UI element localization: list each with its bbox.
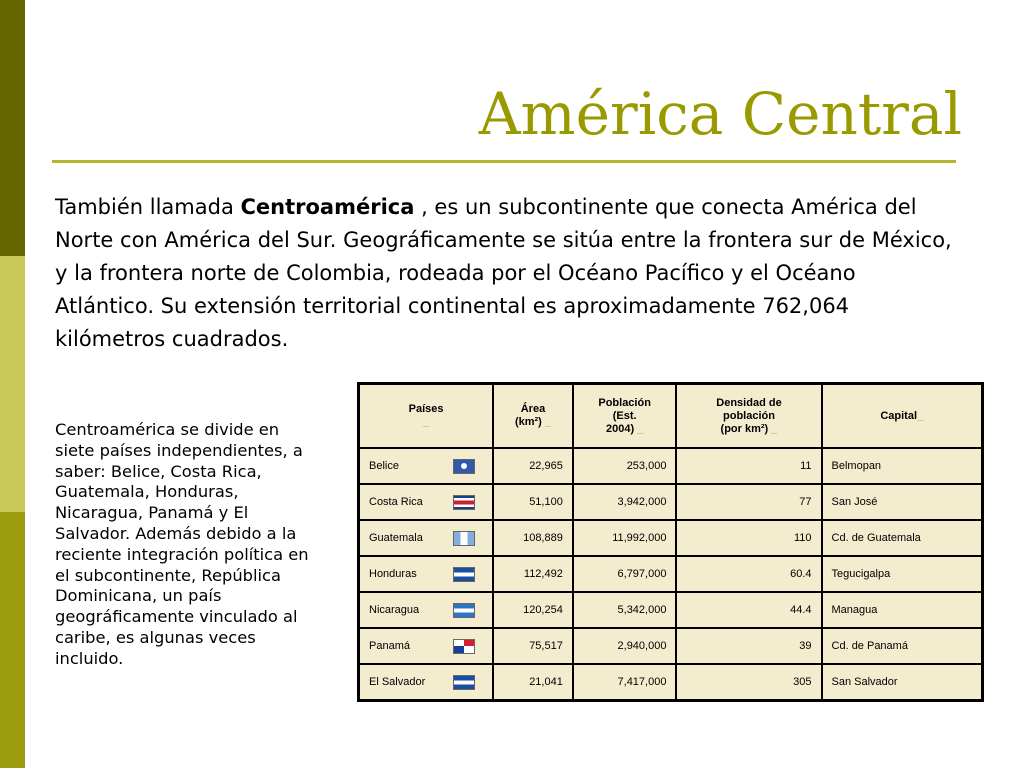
header-density-line3: (por km²) <box>720 422 769 435</box>
header-underline-mark: _ <box>544 416 552 428</box>
population-cell: 3,942,000 <box>573 484 677 520</box>
capital-cell: Cd. de Guatemala <box>822 520 983 556</box>
population-cell: 2,940,000 <box>573 628 677 664</box>
countries-table <box>357 382 984 702</box>
country-cell <box>359 592 494 628</box>
header-underline-mark: _ <box>422 416 430 428</box>
country-name: El Salvador <box>369 675 426 688</box>
belize-flag-icon <box>453 459 475 474</box>
header-countries-label: Países <box>408 403 444 415</box>
decorative-bar-top <box>0 0 25 256</box>
header-density <box>676 384 821 449</box>
capital-cell: Managua <box>822 592 983 628</box>
el-salvador-flag-icon <box>453 675 475 690</box>
header-density-line2: población <box>723 409 775 422</box>
intro-bold-term: Centroamérica <box>240 195 415 219</box>
area-cell: 21,041 <box>493 664 573 701</box>
area-cell: 51,100 <box>493 484 573 520</box>
density-cell: 305 <box>676 664 821 701</box>
header-capital-label: Capital <box>880 409 918 422</box>
country-cell <box>359 520 494 556</box>
density-cell: 11 <box>676 448 821 484</box>
capital-cell: San José <box>822 484 983 520</box>
decorative-bar-bottom <box>0 512 25 768</box>
header-population-line1: Población <box>598 396 651 409</box>
population-cell: 6,797,000 <box>573 556 677 592</box>
header-area <box>493 384 573 449</box>
header-density-line1: Densidad de <box>716 396 782 409</box>
capital-cell: San Salvador <box>822 664 983 701</box>
density-cell: 77 <box>676 484 821 520</box>
nicaragua-flag-icon <box>453 603 475 618</box>
panama-flag-icon <box>453 639 475 654</box>
country-name: Guatemala <box>369 531 423 544</box>
intro-text-start: También llamada <box>55 195 241 219</box>
table-row <box>359 520 983 556</box>
header-capital <box>822 384 983 449</box>
header-underline-mark: _ <box>637 422 644 435</box>
honduras-flag-icon <box>453 567 475 582</box>
table-row <box>359 448 983 484</box>
density-cell: 39 <box>676 628 821 664</box>
header-area-line2: (km²) <box>514 416 542 428</box>
country-name: Costa Rica <box>369 495 423 508</box>
density-cell: 60.4 <box>676 556 821 592</box>
header-underline-mark: _ <box>917 409 924 422</box>
table-row <box>359 592 983 628</box>
area-cell: 108,889 <box>493 520 573 556</box>
intro-text-rest: , es un subcontinente que conecta América del Norte con América del Sur. Geográficamente se sitúa entre la frontera sur de México, y la frontera norte de Colombia, rodeada por el Océano Pacífico y el Océano Atlántico. Su extensión territorial continental es aproximadamente 762,064 kilómetros cuadrados. <box>55 195 952 351</box>
intro-paragraph <box>55 191 960 356</box>
table-row <box>359 484 983 520</box>
country-cell <box>359 664 494 701</box>
table-header-row <box>359 384 983 449</box>
density-cell: 44.4 <box>676 592 821 628</box>
country-cell <box>359 448 494 484</box>
countries-paragraph: Centroamérica se divide en siete países independientes, a saber: Belice, Costa Rica, Guatemala, Honduras, Nicaragua, Panamá y El Salvador. Además debido a la reciente integración política en el subcontinente, República Dominicana, un país geográficamente vinculado al caribe, es algunas veces incluido. <box>55 420 309 668</box>
capital-cell: Belmopan <box>822 448 983 484</box>
country-name: Nicaragua <box>369 603 420 616</box>
guatemala-flag-icon <box>453 531 475 546</box>
population-cell: 253,000 <box>573 448 677 484</box>
area-cell: 75,517 <box>493 628 573 664</box>
title-underline <box>52 160 956 163</box>
area-cell: 112,492 <box>493 556 573 592</box>
country-cell <box>359 484 494 520</box>
header-area-line1: Área <box>520 403 546 415</box>
population-cell: 5,342,000 <box>573 592 677 628</box>
header-countries <box>359 384 494 449</box>
table-row <box>359 664 983 701</box>
table-row <box>359 628 983 664</box>
country-cell <box>359 556 494 592</box>
area-cell: 22,965 <box>493 448 573 484</box>
population-cell: 7,417,000 <box>573 664 677 701</box>
header-underline-mark: _ <box>771 422 778 435</box>
header-population-line3: 2004) <box>605 422 635 435</box>
header-population <box>573 384 677 449</box>
slide-title: América Central <box>478 80 962 148</box>
country-name: Belice <box>369 459 399 472</box>
capital-cell: Cd. de Panamá <box>822 628 983 664</box>
country-name: Panamá <box>369 639 410 652</box>
costa-rica-flag-icon <box>453 495 475 510</box>
area-cell: 120,254 <box>493 592 573 628</box>
country-cell <box>359 628 494 664</box>
population-cell: 11,992,000 <box>573 520 677 556</box>
density-cell: 110 <box>676 520 821 556</box>
capital-cell: Tegucigalpa <box>822 556 983 592</box>
table-row <box>359 556 983 592</box>
header-population-line2: (Est. <box>612 409 637 422</box>
decorative-bar-middle <box>0 256 25 512</box>
country-name: Honduras <box>369 567 417 580</box>
